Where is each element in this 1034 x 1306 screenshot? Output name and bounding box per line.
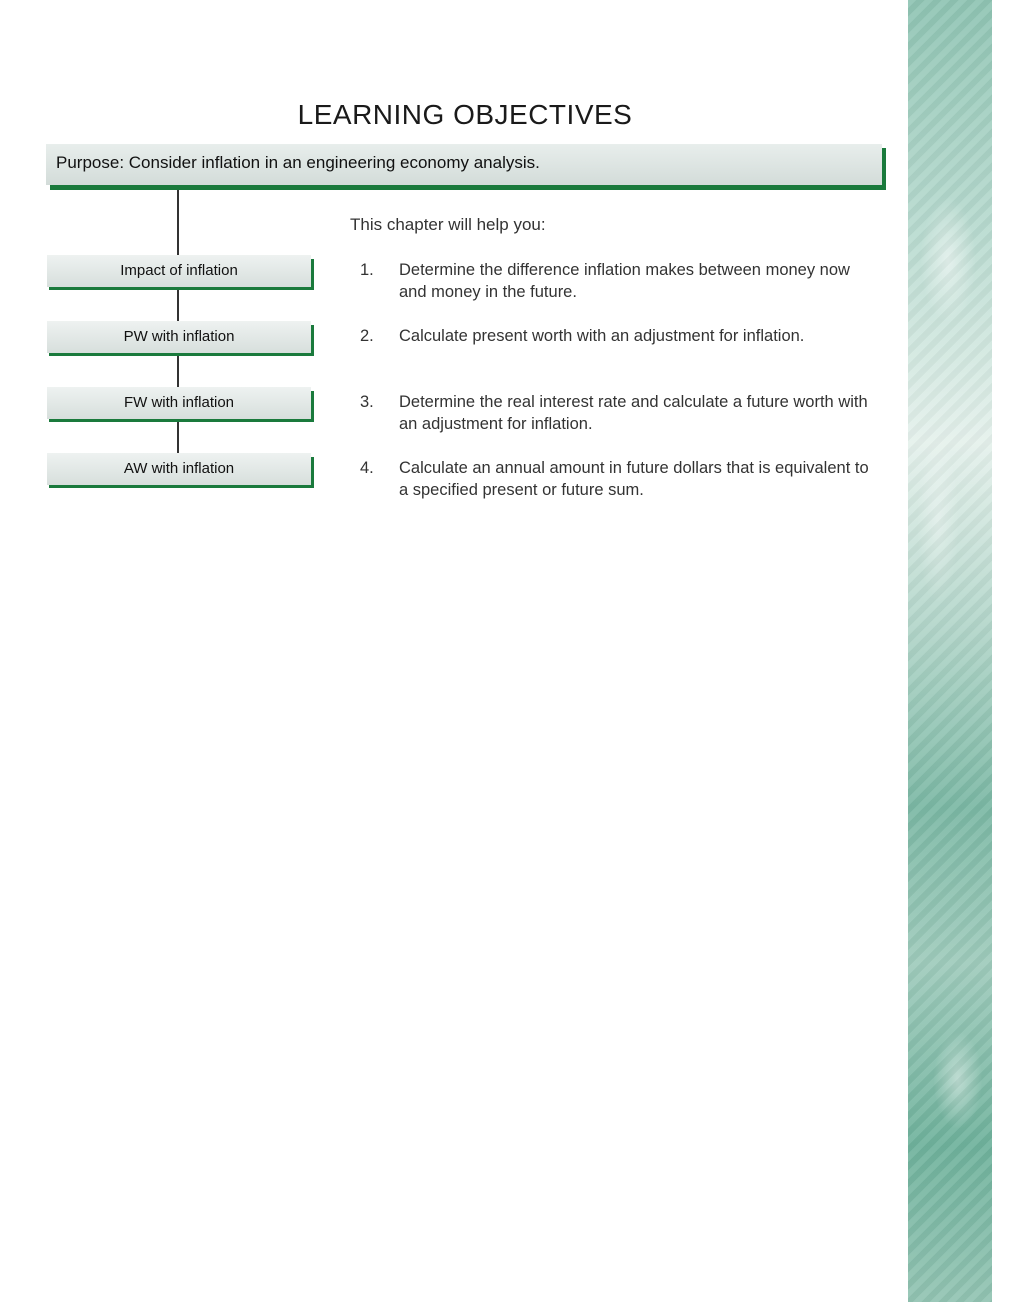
connector-line	[177, 354, 179, 388]
topic-label: AW with inflation	[123, 460, 235, 477]
objective-item	[360, 391, 880, 435]
objective-number: 4.	[360, 459, 374, 477]
objective-item	[360, 325, 880, 347]
objective-text: Calculate present worth with an adjustment for inflation.	[399, 327, 805, 345]
connector-line	[177, 190, 179, 256]
objective-text: Calculate an annual amount in future dollars that is equivalent to a specified present or future sum.	[399, 459, 869, 499]
objective-item	[360, 259, 880, 303]
connector-line	[177, 420, 179, 454]
topic-label: PW with inflation	[123, 328, 235, 345]
page-title: LEARNING OBJECTIVES	[297, 99, 633, 130]
topic-box-fw-with-inflation	[47, 387, 314, 422]
objective-number: 1.	[360, 261, 374, 279]
purpose-text: Purpose: Consider inflation in an engineering economy analysis.	[56, 153, 540, 172]
objective-text: Determine the difference inflation makes between money now and money in the future.	[399, 261, 850, 301]
topic-box-pw-with-inflation	[47, 321, 314, 356]
objective-text: Determine the real interest rate and calculate a future worth with an adjustment for inflation.	[399, 393, 868, 433]
objective-number: 2.	[360, 327, 374, 345]
topic-box-impact-of-inflation	[47, 255, 314, 290]
topic-box-aw-with-inflation	[47, 453, 314, 488]
decorative-side-strip	[908, 0, 992, 1302]
intro-text: This chapter will help you:	[350, 215, 546, 234]
objective-number: 3.	[360, 393, 374, 411]
topic-label: FW with inflation	[123, 394, 235, 411]
connector-line	[177, 288, 179, 322]
topic-label: Impact of inflation	[120, 262, 238, 279]
objective-item	[360, 457, 880, 501]
purpose-banner	[46, 144, 886, 190]
